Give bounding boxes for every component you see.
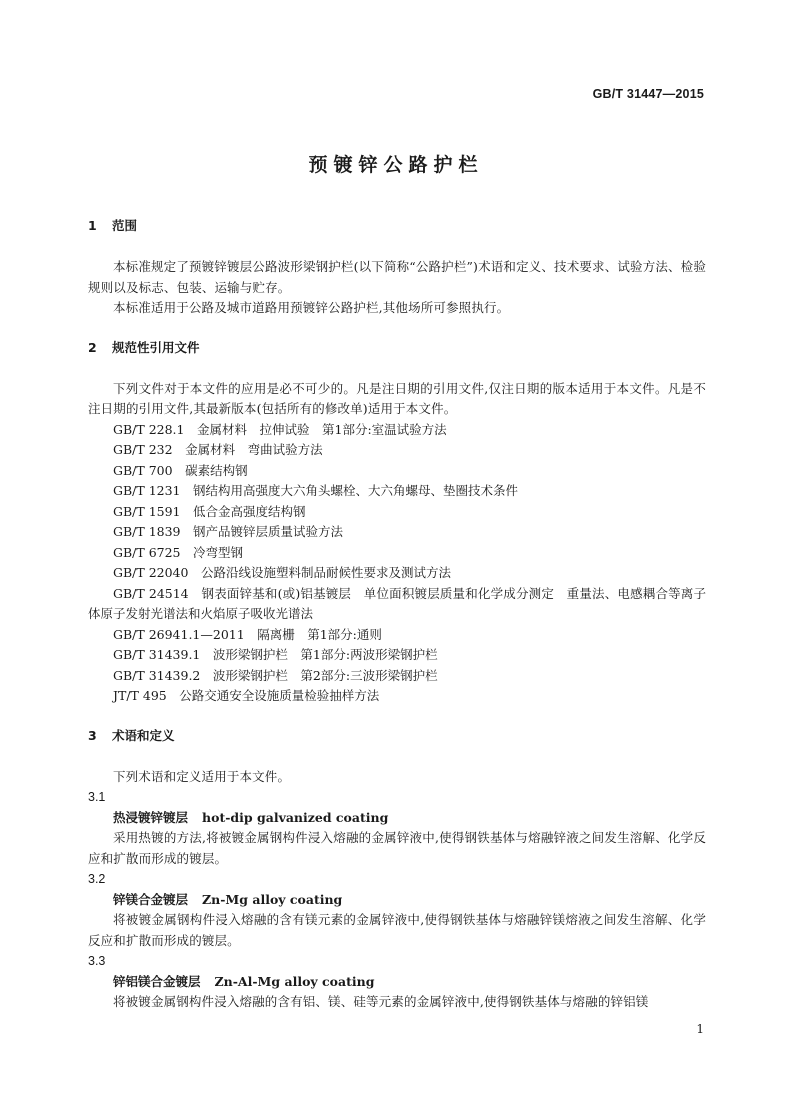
reference-code: GB/T 1591 [113,503,181,519]
term-number: 3.1 [88,790,106,804]
reference-item [88,625,706,646]
term-name-en: Zn-Mg alloy coating [202,891,343,907]
reference-title: 碳素结构钢 [185,462,248,478]
reference-title: 冷弯型钢 [193,544,244,560]
reference-item [88,563,706,584]
term-name-zh: 热浸镀锌镀层 [113,809,189,825]
section-3-heading [88,726,706,746]
reference-title: 公路交通安全设施质量检验抽样方法 [179,688,380,703]
scope-paragraph-2: 本标准适用于公路及城市道路用预镀锌公路护栏,其他场所可参照执行。 [113,300,510,315]
reference-code: GB/T 6725 [113,544,181,560]
reference-title: 波形梁钢护栏 第1部分:两波形梁钢护栏 [212,647,438,662]
reference-title: 钢表面锌基和(或)铝基镀层 单位面积镀层质量和化学成分测定 重量法、电感耦合等离子体原子发射光谱法和火焰原子吸收光谱法 [88,585,706,621]
section-title: 规范性引用文件 [112,339,200,355]
term-name [88,808,706,829]
reference-code: GB/T 31439.2 [113,667,201,683]
terms-intro: 下列术语和定义适用于本文件。 [113,768,291,784]
reference-item [88,440,706,461]
references-intro: 下列文件对于本文件的应用是必不可少的。凡是注日期的引用文件,仅注日期的版本适用于本文件。凡是不注日期的引用文件,其最新版本(包括所有的修改单)适用于本文件。 [88,380,706,416]
term-number: 3.3 [88,954,106,968]
section-1-heading [88,216,706,236]
section-number: 1 [88,218,97,233]
term-name [88,972,706,993]
reference-item [88,584,706,625]
section-number: 2 [88,339,97,355]
reference-code: GB/T 232 [113,442,173,457]
reference-title: 波形梁钢护栏 第2部分:三波形梁钢护栏 [212,667,438,683]
reference-title: 钢产品镀锌层质量试验方法 [193,524,344,539]
reference-code: GB/T 24514 [113,585,189,601]
reference-item [88,502,706,523]
document-title: 预镀锌公路护栏 [308,154,484,176]
reference-item [88,645,706,666]
reference-code: GB/T 228.1 [113,421,185,437]
scope-paragraph-1: 本标准规定了预镀锌镀层公路波形梁钢护栏(以下简称“公路护栏”)术语和定义、技术要求、试验方法、检验规则以及标志、包装、运输与贮存。 [88,259,706,295]
reference-item [88,420,706,441]
term-name [88,890,706,911]
reference-code: GB/T 1839 [113,524,181,539]
term-definition: 采用热镀的方法,将被镀金属钢构件浸入熔融的金属锌液中,使得钢铁基体与熔融锌液之间发生溶解、化学反应和扩散而形成的镀层。 [88,830,706,866]
reference-code: GB/T 26941.1—2011 [113,626,245,642]
term-name-en: hot-dip galvanized coating [202,809,389,825]
reference-item [88,522,706,543]
reference-title: 公路沿线设施塑料制品耐候性要求及测试方法 [200,565,451,580]
term-name-en: Zn-Al-Mg alloy coating [214,973,375,989]
page-number: 1 [696,1022,704,1036]
section-title: 范围 [112,218,138,233]
reference-title: 金属材料 拉伸试验 第1部分:室温试验方法 [197,421,447,437]
document-body [88,216,706,1013]
reference-title: 金属材料 弯曲试验方法 [185,442,323,457]
section-number: 3 [88,727,97,743]
reference-item [88,686,706,707]
standard-code: GB/T 31447—2015 [592,87,704,101]
reference-item [88,461,706,482]
reference-item [88,666,706,687]
reference-code: JT/T 495 [113,688,167,703]
reference-code: GB/T 1231 [113,483,181,498]
reference-code: GB/T 22040 [113,565,189,580]
term-definition: 将被镀金属钢构件浸入熔融的含有镁元素的金属锌液中,使得钢铁基体与熔融锌镁熔液之间发生溶解、化学反应和扩散而形成的镀层。 [88,912,706,948]
reference-title: 隔离栅 第1部分:通则 [257,626,382,642]
term-name-zh: 锌镁合金镀层 [113,891,189,907]
reference-code: GB/T 700 [113,462,173,478]
term-name-zh: 锌铝镁合金镀层 [113,973,201,989]
term-definition: 将被镀金属钢构件浸入熔融的含有铝、镁、硅等元素的金属锌液中,使得钢铁基体与熔融的锌铝镁 [113,994,649,1009]
reference-item [88,481,706,502]
reference-title: 钢结构用高强度大六角头螺栓、大六角螺母、垫圈技术条件 [193,483,519,498]
section-2-heading [88,338,706,358]
section-title: 术语和定义 [112,727,175,743]
reference-title: 低合金高强度结构钢 [193,503,306,519]
reference-item [88,543,706,564]
term-number: 3.2 [88,872,106,886]
reference-code: GB/T 31439.1 [113,647,201,662]
